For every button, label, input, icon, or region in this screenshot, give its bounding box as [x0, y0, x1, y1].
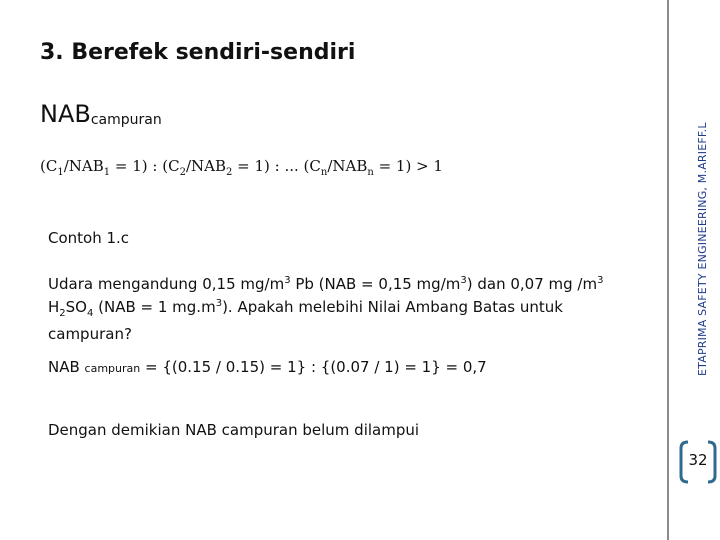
- example-label: Contoh 1.c: [48, 229, 130, 247]
- paragraph-superscript: 3: [597, 275, 604, 286]
- paragraph-text: H: [48, 298, 60, 316]
- nab-formula: [40, 157, 443, 178]
- paragraph-text: (NAB = 1 mg.m: [93, 298, 216, 316]
- calculation-expression: = {(0.15 / 0.15) = 1} : {(0.07 / 1) = 1} = 0,7: [140, 358, 487, 376]
- paragraph-superscript: 3: [215, 298, 223, 309]
- formula-subscript: 2: [179, 167, 186, 178]
- nab-heading: [40, 100, 162, 128]
- slide-title: 3. Berefek sendiri-sendiri: [40, 40, 356, 65]
- formula-part: = 1) > 1: [373, 157, 443, 175]
- paragraph-text: Udara mengandung 0,15 mg/m: [48, 275, 285, 293]
- paragraph-text: Pb (NAB = 0,15 mg/m: [290, 275, 461, 293]
- conclusion-text: Dengan demikian NAB campuran belum dilampui: [48, 421, 420, 439]
- formula-part: = 1) : (C: [110, 157, 180, 175]
- paragraph-subscript: 4: [86, 308, 94, 319]
- nab-heading-main: NAB: [40, 100, 91, 128]
- page-number: 32: [688, 451, 708, 469]
- formula-subscript: 2: [225, 167, 233, 178]
- paragraph-text: ) dan 0,07 mg /m: [466, 275, 598, 293]
- formula-subscript: 1: [103, 167, 111, 178]
- paragraph-superscript: 3: [284, 275, 291, 286]
- paragraph-subscript: 2: [59, 308, 66, 319]
- formula-part: /NAB: [63, 157, 104, 175]
- calculation-line: [48, 358, 487, 376]
- example-paragraph: [48, 271, 628, 344]
- calculation-prefix: NAB: [48, 358, 85, 376]
- calculation-subscript: campuran: [84, 362, 141, 375]
- nab-heading-sub: campuran: [90, 112, 162, 128]
- paragraph-text: ). Apakah melebihi Nilai Ambang Batas untuk campuran?: [48, 298, 563, 343]
- formula-part: = 1) : ... (C: [232, 157, 321, 175]
- paragraph-text: SO: [65, 298, 87, 316]
- formula-part: (C: [40, 157, 58, 175]
- formula-part: /NAB: [327, 157, 368, 175]
- sidebar-caption: ETAPRIMA SAFETY ENGINEERING, M.ARIEFF.L: [696, 122, 709, 376]
- formula-subscript: 1: [57, 167, 64, 178]
- formula-subscript: n: [320, 167, 328, 178]
- formula-part: /NAB: [185, 157, 226, 175]
- paragraph-superscript: 3: [460, 275, 467, 286]
- formula-subscript: n: [367, 167, 374, 178]
